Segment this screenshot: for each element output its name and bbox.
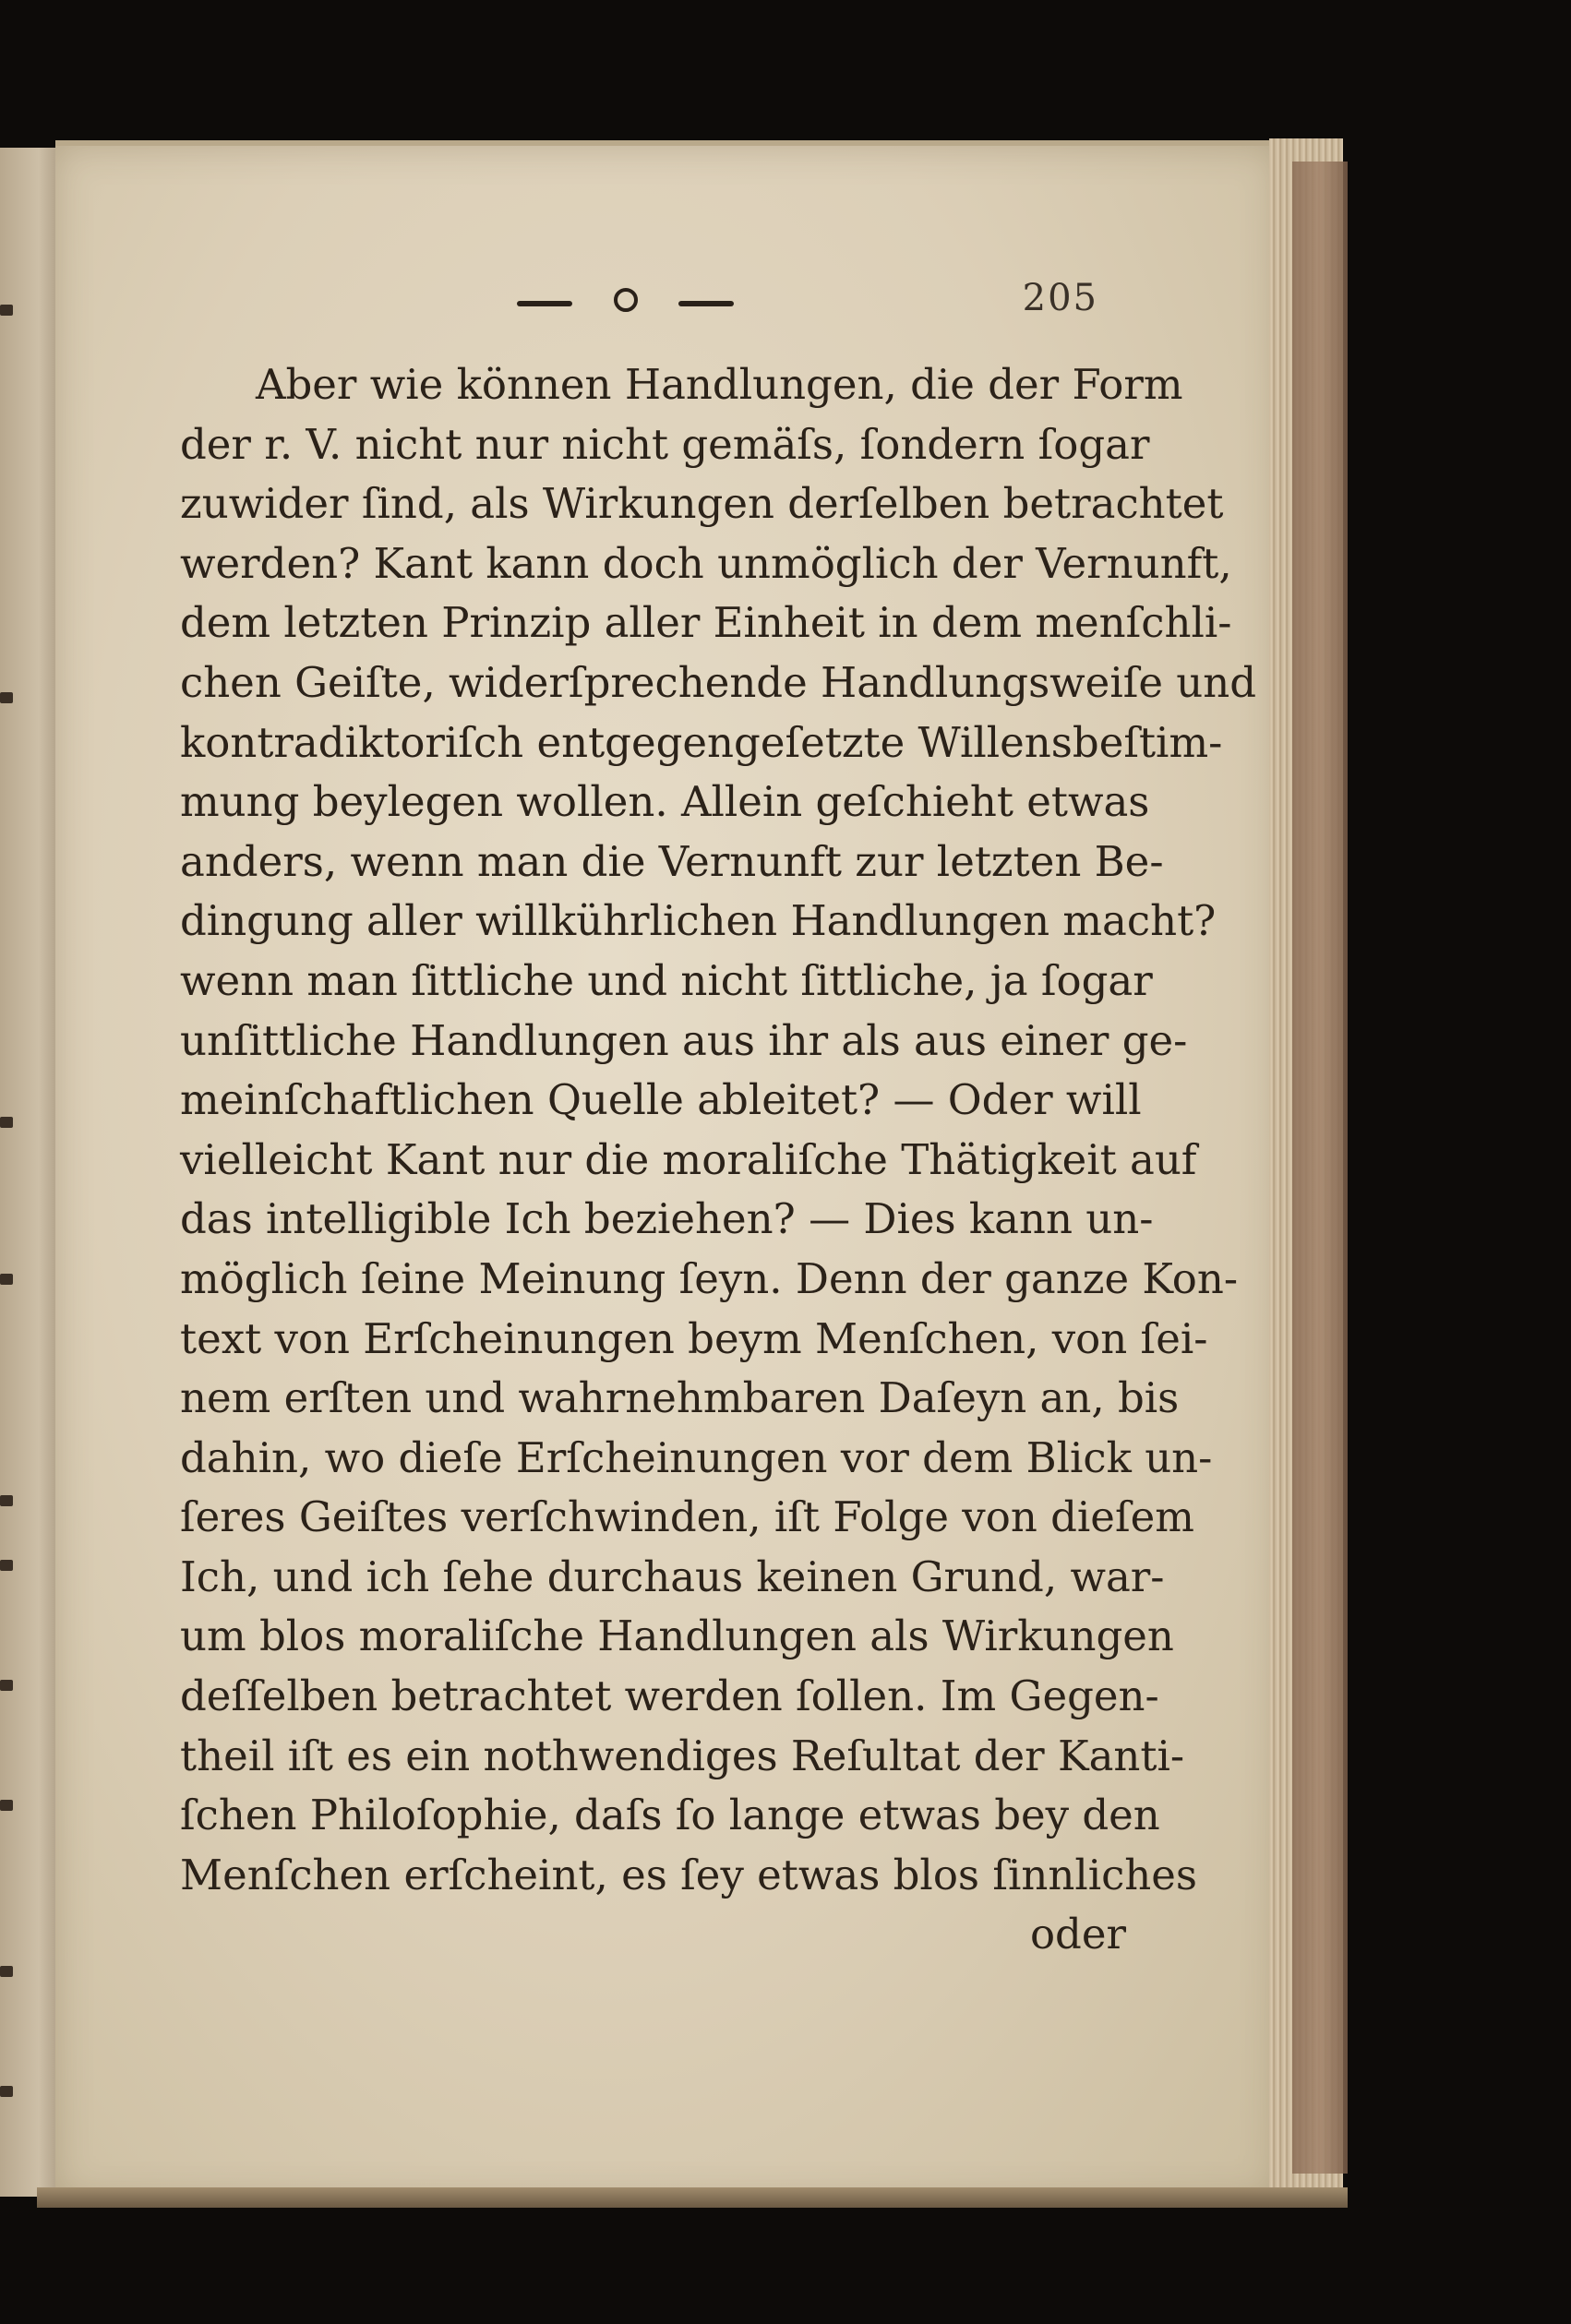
text-line: kontradiktoriſch entgegengeſetzte Willensbeſtim- bbox=[180, 717, 1223, 767]
text-line: dem letzten Prinzip aller Einheit in dem menſchli- bbox=[180, 598, 1232, 648]
page-number: 205 bbox=[1022, 277, 1098, 319]
text-line: wenn man ſittliche und nicht ſittliche, ja ſogar bbox=[180, 955, 1153, 1005]
text-line: ſeres Geiſtes verſchwinden, iſt Folge von dieſem bbox=[180, 1492, 1194, 1542]
text-line: Ich, und ich ſehe durchaus keinen Grund, war- bbox=[180, 1551, 1165, 1601]
text-line: der r. V. nicht nur nicht gemäſs, ſondern ſogar bbox=[180, 419, 1150, 469]
text-line: unſittliche Handlungen aus ihr als aus einer ge- bbox=[180, 1015, 1188, 1065]
text-line: dahin, wo dieſe Erſcheinungen vor dem Blick un- bbox=[180, 1432, 1213, 1482]
text-line: meinſchaftlichen Quelle ableitet? — Oder will bbox=[180, 1075, 1142, 1125]
text-line: theil iſt es ein nothwendiges Reſultat der Kanti- bbox=[180, 1731, 1185, 1780]
head-ornament bbox=[517, 284, 748, 321]
text-line: zuwider ſind, als Wirkungen derſelben betrachtet bbox=[180, 479, 1224, 529]
ornament-circle-icon bbox=[614, 288, 638, 312]
text-line: vielleicht Kant nur die moraliſche Thätigkeit auf bbox=[180, 1134, 1197, 1184]
text-line: nem erſten und wahrnehmbaren Daſeyn an, bis bbox=[180, 1373, 1180, 1423]
text-line: Menſchen erſcheint, es ſey etwas blos ſinnliches bbox=[180, 1850, 1198, 1899]
text-line: anders, wenn man die Vernunft zur letzten Be- bbox=[180, 836, 1164, 886]
text-line: um blos moraliſche Handlungen als Wirkungen bbox=[180, 1611, 1174, 1661]
text-line: chen Geiſte, widerſprechende Handlungsweiſe und bbox=[180, 657, 1257, 707]
binding-edge bbox=[1292, 162, 1348, 2174]
text-line: Aber wie können Handlungen, die der Form bbox=[256, 360, 1183, 409]
text-line: ſchen Philoſophie, daſs ſo lange etwas bey den bbox=[180, 1791, 1160, 1840]
ink-mark bbox=[0, 1800, 13, 1811]
ink-mark bbox=[0, 2086, 13, 2097]
text-line: dingung aller willkührlichen Handlungen macht? bbox=[180, 896, 1217, 946]
text-line: text von Erſcheinungen beym Menſchen, von ſei- bbox=[180, 1313, 1208, 1363]
ink-mark bbox=[0, 305, 13, 316]
text-line: mung beylegen wollen. Allein geſchieht etwas bbox=[180, 777, 1150, 827]
text-line: werden? Kant kann doch unmöglich der Vernunft, bbox=[180, 538, 1232, 588]
ink-mark bbox=[0, 692, 13, 703]
ornament-dash-right bbox=[678, 301, 734, 306]
text-line: möglich ſeine Meinung ſeyn. Denn der ganze Kon- bbox=[180, 1253, 1239, 1303]
catchword: oder bbox=[1029, 1910, 1126, 1959]
ink-mark bbox=[0, 1495, 13, 1506]
bottom-edge bbox=[37, 2187, 1348, 2208]
text-line: deſſelben betrachtet werden ſollen. Im Gegen- bbox=[180, 1671, 1159, 1721]
running-head bbox=[517, 277, 1108, 332]
ink-mark bbox=[0, 1680, 13, 1691]
ink-mark bbox=[0, 1274, 13, 1285]
ink-mark bbox=[0, 1966, 13, 1977]
body-text bbox=[180, 355, 1257, 1965]
ink-mark bbox=[0, 1560, 13, 1571]
text-line: das intelligible Ich beziehen? — Dies kann un- bbox=[180, 1194, 1154, 1244]
ornament-dash-left bbox=[517, 301, 572, 306]
ink-mark bbox=[0, 1117, 13, 1128]
